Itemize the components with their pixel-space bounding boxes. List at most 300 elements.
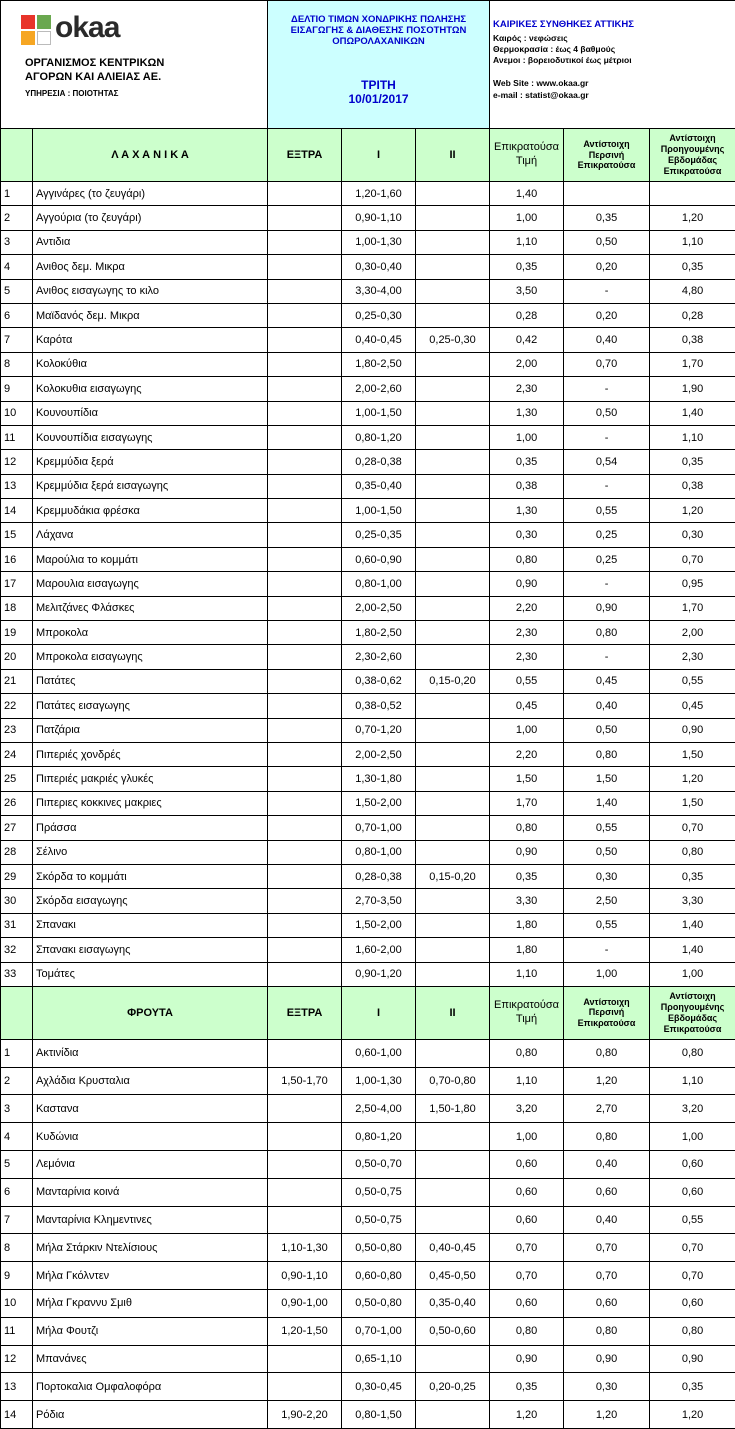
price-last-week: 0,35 — [650, 255, 735, 279]
price-extra — [268, 572, 342, 596]
price-last-week: 0,38 — [650, 328, 735, 352]
col-header-last-week: Αντίστοιχη Προηγουμένης Εβδομάδας Επικρατούσα — [650, 129, 735, 182]
price-extra — [268, 255, 342, 279]
price-prevailing: 0,35 — [490, 864, 564, 888]
weather-box — [493, 1, 732, 101]
price-grade-1: 1,50-2,00 — [342, 791, 416, 815]
title-line-2: ΕΙΣΑΓΩΓΗΣ & ΔΙΑΘΕΣΗΣ ΠΟΣΟΤΗΤΩΝ ΟΠΩΡΟΛΑΧΑΝΙΚΩΝ — [271, 26, 486, 48]
price-last-year: 0,70 — [564, 1262, 650, 1290]
price-grade-1: 0,60-0,80 — [342, 1262, 416, 1290]
product-name: Καρότα — [33, 328, 268, 352]
row-number: 6 — [1, 303, 33, 327]
price-last-year: - — [564, 938, 650, 962]
price-last-week: 0,38 — [650, 474, 735, 498]
product-name: Πατάτες — [33, 669, 268, 693]
price-grade-1: 0,25-0,30 — [342, 303, 416, 327]
vegetables-section-header — [1, 129, 735, 182]
row-number: 9 — [1, 1262, 33, 1290]
row-number: 8 — [1, 1234, 33, 1262]
price-extra — [268, 742, 342, 766]
table-row — [1, 1123, 735, 1151]
price-extra — [268, 1345, 342, 1373]
bulletin-header — [1, 1, 735, 129]
product-name: Λάχανα — [33, 523, 268, 547]
product-name: Κολοκυθια εισαγωγης — [33, 377, 268, 401]
price-grade-2 — [416, 572, 490, 596]
row-number: 18 — [1, 596, 33, 620]
price-prevailing: 0,80 — [490, 816, 564, 840]
product-name: Ανιθος εισαγωγης το κιλο — [33, 279, 268, 303]
okaa-logo — [21, 15, 171, 47]
price-extra — [268, 840, 342, 864]
day-name: ΤΡΙΤΗ — [271, 78, 486, 92]
price-last-year: 0,20 — [564, 255, 650, 279]
price-prevailing: 1,70 — [490, 791, 564, 815]
price-grade-1: 0,30-0,40 — [342, 255, 416, 279]
row-number: 19 — [1, 621, 33, 645]
row-number: 2 — [1, 206, 33, 230]
price-grade-2: 0,15-0,20 — [416, 864, 490, 888]
price-extra — [268, 425, 342, 449]
table-row — [1, 913, 735, 937]
product-name: Μαρούλια το κομμάτι — [33, 547, 268, 571]
price-last-year: 0,60 — [564, 1178, 650, 1206]
price-grade-1: 0,40-0,45 — [342, 328, 416, 352]
email-link[interactable]: e-mail : statist@okaa.gr — [493, 90, 732, 101]
row-number: 5 — [1, 1151, 33, 1179]
table-row — [1, 401, 735, 425]
price-prevailing: 0,60 — [490, 1178, 564, 1206]
price-prevailing: 1,00 — [490, 718, 564, 742]
price-grade-2 — [416, 303, 490, 327]
price-last-year: 0,80 — [564, 742, 650, 766]
product-name: Κρεμμυδάκια φρέσκα — [33, 499, 268, 523]
table-row — [1, 791, 735, 815]
price-prevailing: 2,20 — [490, 596, 564, 620]
price-last-week: 0,70 — [650, 547, 735, 571]
row-number: 10 — [1, 401, 33, 425]
price-last-year: - — [564, 645, 650, 669]
price-grade-2: 0,70-0,80 — [416, 1067, 490, 1095]
product-name: Μήλα Γκραννυ Σμιθ — [33, 1290, 268, 1318]
price-prevailing: 0,35 — [490, 1373, 564, 1401]
table-row — [1, 1290, 735, 1318]
price-extra — [268, 913, 342, 937]
row-number: 3 — [1, 230, 33, 254]
product-name: Σπανακι — [33, 913, 268, 937]
price-last-year: 0,40 — [564, 1206, 650, 1234]
price-grade-2 — [416, 840, 490, 864]
table-row — [1, 889, 735, 913]
product-name: Μήλα Στάρκιν Ντελίσιους — [33, 1234, 268, 1262]
col-header-grade-1: Ι — [342, 986, 416, 1039]
price-grade-2 — [416, 1401, 490, 1429]
price-grade-1: 0,60-0,90 — [342, 547, 416, 571]
price-last-year: 0,55 — [564, 499, 650, 523]
price-grade-1: 0,38-0,62 — [342, 669, 416, 693]
price-prevailing: 2,30 — [490, 645, 564, 669]
price-last-week: 1,40 — [650, 913, 735, 937]
price-grade-2 — [416, 718, 490, 742]
price-grade-2 — [416, 1123, 490, 1151]
price-extra — [268, 450, 342, 474]
price-last-year: 0,30 — [564, 864, 650, 888]
row-number: 11 — [1, 425, 33, 449]
price-prevailing: 0,60 — [490, 1206, 564, 1234]
row-number: 21 — [1, 669, 33, 693]
price-prevailing: 0,90 — [490, 1345, 564, 1373]
table-row — [1, 1151, 735, 1179]
product-name: Σκόρδα εισαγωγης — [33, 889, 268, 913]
price-last-week: 0,80 — [650, 1039, 735, 1067]
price-extra — [268, 645, 342, 669]
price-grade-1: 1,80-2,50 — [342, 352, 416, 376]
price-last-year: 0,54 — [564, 450, 650, 474]
price-grade-1: 1,50-2,00 — [342, 913, 416, 937]
price-grade-1: 2,00-2,60 — [342, 377, 416, 401]
price-extra — [268, 352, 342, 376]
price-prevailing: 1,80 — [490, 938, 564, 962]
product-name: Αγγούρια (το ζευγάρι) — [33, 206, 268, 230]
price-last-year: 0,45 — [564, 669, 650, 693]
price-last-year: 0,50 — [564, 718, 650, 742]
col-header-extra: ΕΞΤΡΑ — [268, 129, 342, 182]
price-extra: 0,90-1,10 — [268, 1262, 342, 1290]
price-prevailing: 1,00 — [490, 425, 564, 449]
table-row — [1, 377, 735, 401]
table-row — [1, 1373, 735, 1401]
price-last-week: 1,20 — [650, 1401, 735, 1429]
table-row — [1, 1401, 735, 1429]
table-row — [1, 352, 735, 376]
product-name: Ακτινίδια — [33, 1039, 268, 1067]
service-name: ΥΠΗΡΕΣΙΑ : ΠΟΙΟΤΗΤΑΣ — [25, 89, 164, 99]
price-extra — [268, 1039, 342, 1067]
price-grade-1: 0,90-1,20 — [342, 962, 416, 986]
price-prevailing: 1,00 — [490, 206, 564, 230]
price-grade-2 — [416, 962, 490, 986]
fruits-section-header — [1, 986, 735, 1039]
product-name: Μήλα Φουτζι — [33, 1317, 268, 1345]
price-last-year: - — [564, 474, 650, 498]
price-last-year: 0,70 — [564, 1234, 650, 1262]
price-extra — [268, 1123, 342, 1151]
price-grade-1: 0,70-1,00 — [342, 1317, 416, 1345]
price-grade-2 — [416, 401, 490, 425]
price-grade-2: 0,45-0,50 — [416, 1262, 490, 1290]
row-number: 2 — [1, 1067, 33, 1095]
row-number: 26 — [1, 791, 33, 815]
price-last-week: 0,90 — [650, 718, 735, 742]
price-grade-1: 1,20-1,60 — [342, 182, 416, 206]
price-grade-2 — [416, 547, 490, 571]
row-number: 14 — [1, 1401, 33, 1429]
price-grade-1: 0,50-0,75 — [342, 1206, 416, 1234]
price-last-week — [650, 182, 735, 206]
price-extra — [268, 694, 342, 718]
table-row — [1, 182, 735, 206]
product-name: Πράσσα — [33, 816, 268, 840]
price-grade-2 — [416, 1151, 490, 1179]
title-line-1: ΔΕΛΤΙΟ ΤΙΜΩΝ ΧΟΝΔΡΙΚΗΣ ΠΩΛΗΣΗΣ — [271, 15, 486, 26]
price-extra — [268, 279, 342, 303]
price-last-week: 0,95 — [650, 572, 735, 596]
price-last-week: 0,35 — [650, 1373, 735, 1401]
bulletin-title — [271, 15, 486, 48]
table-row — [1, 328, 735, 352]
price-prevailing: 0,35 — [490, 450, 564, 474]
product-name: Κρεμμύδια ξερά εισαγωγης — [33, 474, 268, 498]
price-prevailing: 0,45 — [490, 694, 564, 718]
price-last-year: - — [564, 572, 650, 596]
row-number: 24 — [1, 742, 33, 766]
table-row — [1, 279, 735, 303]
table-row — [1, 596, 735, 620]
price-prevailing: 1,40 — [490, 182, 564, 206]
price-prevailing: 1,10 — [490, 230, 564, 254]
price-last-year: 0,80 — [564, 1317, 650, 1345]
row-number: 13 — [1, 1373, 33, 1401]
price-extra — [268, 621, 342, 645]
price-last-week: 1,40 — [650, 401, 735, 425]
col-header-prevailing: Επικρατούσα Τιμή — [490, 129, 564, 182]
price-grade-2 — [416, 523, 490, 547]
price-grade-1: 0,90-1,10 — [342, 206, 416, 230]
product-name: Σκόρδα το κομμάτι — [33, 864, 268, 888]
price-last-week: 1,00 — [650, 962, 735, 986]
website-link[interactable]: Web Site : www.okaa.gr — [493, 78, 732, 89]
price-last-week: 1,10 — [650, 230, 735, 254]
price-grade-1: 0,50-0,70 — [342, 1151, 416, 1179]
row-number: 14 — [1, 499, 33, 523]
table-row — [1, 694, 735, 718]
price-prevailing: 0,38 — [490, 474, 564, 498]
product-name: Κολοκύθια — [33, 352, 268, 376]
price-extra — [268, 767, 342, 791]
logo-square-red — [21, 15, 35, 29]
product-name: Μαϊδανός δεμ. Μικρα — [33, 303, 268, 327]
price-last-year: 0,50 — [564, 230, 650, 254]
product-name: Αγγινάρες (το ζευγάρι) — [33, 182, 268, 206]
row-number: 29 — [1, 864, 33, 888]
price-grade-2: 0,50-0,60 — [416, 1317, 490, 1345]
price-grade-1: 2,70-3,50 — [342, 889, 416, 913]
price-last-year: 0,80 — [564, 1123, 650, 1151]
vegetables-section-title: Λ Α Χ Α Ν Ι Κ Α — [33, 129, 268, 182]
table-row — [1, 938, 735, 962]
price-last-year: 0,90 — [564, 596, 650, 620]
price-grade-1: 0,25-0,35 — [342, 523, 416, 547]
price-prevailing: 0,90 — [490, 840, 564, 864]
fruits-section-title: ΦΡΟΥΤΑ — [33, 986, 268, 1039]
row-number: 11 — [1, 1317, 33, 1345]
price-last-week: 1,70 — [650, 596, 735, 620]
price-last-week: 1,10 — [650, 425, 735, 449]
row-number: 1 — [1, 1039, 33, 1067]
row-number: 9 — [1, 377, 33, 401]
price-last-week: 4,80 — [650, 279, 735, 303]
price-last-week: 0,80 — [650, 1317, 735, 1345]
org-line-2: ΑΓΟΡΩΝ ΚΑΙ ΑΛΙΕΙΑΣ ΑΕ. — [25, 71, 164, 85]
price-extra — [268, 230, 342, 254]
price-grade-2 — [416, 742, 490, 766]
row-number: 25 — [1, 767, 33, 791]
table-row — [1, 206, 735, 230]
price-grade-2 — [416, 377, 490, 401]
table-row — [1, 230, 735, 254]
price-extra — [268, 1206, 342, 1234]
price-extra — [268, 377, 342, 401]
price-extra — [268, 1178, 342, 1206]
price-grade-1: 3,30-4,00 — [342, 279, 416, 303]
price-extra — [268, 889, 342, 913]
price-last-year: 0,60 — [564, 1290, 650, 1318]
row-number: 8 — [1, 352, 33, 376]
table-row — [1, 1234, 735, 1262]
price-grade-2 — [416, 816, 490, 840]
product-name: Μαρουλια εισαγωγης — [33, 572, 268, 596]
price-grade-1: 0,80-1,20 — [342, 1123, 416, 1151]
row-number: 31 — [1, 913, 33, 937]
price-grade-2 — [416, 889, 490, 913]
price-grade-1: 0,38-0,52 — [342, 694, 416, 718]
price-extra — [268, 1373, 342, 1401]
price-last-year: - — [564, 425, 650, 449]
price-grade-2 — [416, 596, 490, 620]
price-extra — [268, 547, 342, 571]
price-last-year: 0,55 — [564, 816, 650, 840]
table-row — [1, 1095, 735, 1123]
weather-temperature: Θερμοκρασία : έως 4 βαθμούς — [493, 44, 732, 55]
price-prevailing: 3,20 — [490, 1095, 564, 1123]
row-number: 7 — [1, 328, 33, 352]
bulletin-title-cell — [268, 1, 490, 129]
table-row — [1, 742, 735, 766]
header-blank — [1, 986, 33, 1039]
price-prevailing: 1,50 — [490, 767, 564, 791]
weather-title: ΚΑΙΡΙΚΕΣ ΣΥΝΘΗΚΕΣ ΑΤΤΙΚΗΣ — [493, 19, 732, 31]
price-extra: 0,90-1,00 — [268, 1290, 342, 1318]
price-last-week: 0,60 — [650, 1290, 735, 1318]
row-number: 30 — [1, 889, 33, 913]
price-last-year: - — [564, 279, 650, 303]
product-name: Αχλάδια Κρυσταλια — [33, 1067, 268, 1095]
row-number: 10 — [1, 1290, 33, 1318]
price-grade-1: 1,80-2,50 — [342, 621, 416, 645]
price-last-week: 3,30 — [650, 889, 735, 913]
price-grade-2 — [416, 279, 490, 303]
product-name: Πιπεριες κοκκινες μακριες — [33, 791, 268, 815]
product-name: Λεμόνια — [33, 1151, 268, 1179]
price-grade-1: 1,00-1,30 — [342, 1067, 416, 1095]
table-row — [1, 425, 735, 449]
price-prevailing: 0,60 — [490, 1151, 564, 1179]
price-grade-1: 1,00-1,30 — [342, 230, 416, 254]
weather-cell — [490, 1, 735, 129]
row-number: 5 — [1, 279, 33, 303]
price-last-week: 2,30 — [650, 645, 735, 669]
price-last-year: 2,70 — [564, 1095, 650, 1123]
table-row — [1, 1067, 735, 1095]
col-header-grade-2: ΙΙ — [416, 129, 490, 182]
product-name: Καστανα — [33, 1095, 268, 1123]
price-last-week: 1,90 — [650, 377, 735, 401]
table-row — [1, 1317, 735, 1345]
logo-text: okaa — [55, 11, 119, 44]
product-name: Ρόδια — [33, 1401, 268, 1429]
price-last-week: 0,28 — [650, 303, 735, 327]
price-grade-2 — [416, 499, 490, 523]
price-prevailing: 1,20 — [490, 1401, 564, 1429]
product-name: Μήλα Γκόλντεν — [33, 1262, 268, 1290]
product-name: Πατάτες εισαγωγης — [33, 694, 268, 718]
price-extra — [268, 596, 342, 620]
price-grade-2 — [416, 645, 490, 669]
price-prevailing: 1,10 — [490, 1067, 564, 1095]
price-last-week: 0,60 — [650, 1151, 735, 1179]
price-extra — [268, 1095, 342, 1123]
table-row — [1, 621, 735, 645]
col-header-last-year: Αντίστοιχη Περσινή Επικρατούσα — [564, 129, 650, 182]
product-name: Πατζάρια — [33, 718, 268, 742]
price-grade-1: 2,50-4,00 — [342, 1095, 416, 1123]
row-number: 4 — [1, 1123, 33, 1151]
price-grade-1: 0,50-0,80 — [342, 1234, 416, 1262]
price-grade-2 — [416, 767, 490, 791]
price-extra — [268, 182, 342, 206]
price-grade-2 — [416, 230, 490, 254]
price-last-week: 1,70 — [650, 352, 735, 376]
price-last-year: 0,90 — [564, 1345, 650, 1373]
table-row — [1, 1345, 735, 1373]
price-prevailing: 0,42 — [490, 328, 564, 352]
price-extra — [268, 938, 342, 962]
price-grade-1: 2,30-2,60 — [342, 645, 416, 669]
price-grade-1: 0,70-1,20 — [342, 718, 416, 742]
price-last-year: - — [564, 377, 650, 401]
price-prevailing: 0,80 — [490, 547, 564, 571]
price-last-week: 0,70 — [650, 816, 735, 840]
product-name: Κυδώνια — [33, 1123, 268, 1151]
product-name: Κουνουπίδια εισαγωγης — [33, 425, 268, 449]
table-row — [1, 499, 735, 523]
table-row — [1, 1262, 735, 1290]
weather-wind: Ανεμοι : βορειοδυτικοί έως μέτριοι — [493, 55, 732, 66]
price-last-week: 0,45 — [650, 694, 735, 718]
logo-square-white — [37, 31, 51, 45]
price-last-week: 1,00 — [650, 1123, 735, 1151]
row-number: 23 — [1, 718, 33, 742]
product-name: Μανταρίνια Κλημεντινες — [33, 1206, 268, 1234]
price-last-week: 1,20 — [650, 206, 735, 230]
price-last-year: 0,25 — [564, 547, 650, 571]
price-prevailing: 2,00 — [490, 352, 564, 376]
price-grade-1: 0,50-0,80 — [342, 1290, 416, 1318]
table-row — [1, 255, 735, 279]
logo-square-green — [37, 15, 51, 29]
price-extra: 1,50-1,70 — [268, 1067, 342, 1095]
price-last-year — [564, 182, 650, 206]
price-prevailing: 0,30 — [490, 523, 564, 547]
price-grade-2 — [416, 621, 490, 645]
price-grade-1: 0,30-0,45 — [342, 1373, 416, 1401]
product-name: Μπροκολα εισαγωγης — [33, 645, 268, 669]
price-last-year: 1,50 — [564, 767, 650, 791]
price-last-year: 0,50 — [564, 401, 650, 425]
price-extra — [268, 816, 342, 840]
price-last-year: 0,40 — [564, 328, 650, 352]
row-number: 16 — [1, 547, 33, 571]
